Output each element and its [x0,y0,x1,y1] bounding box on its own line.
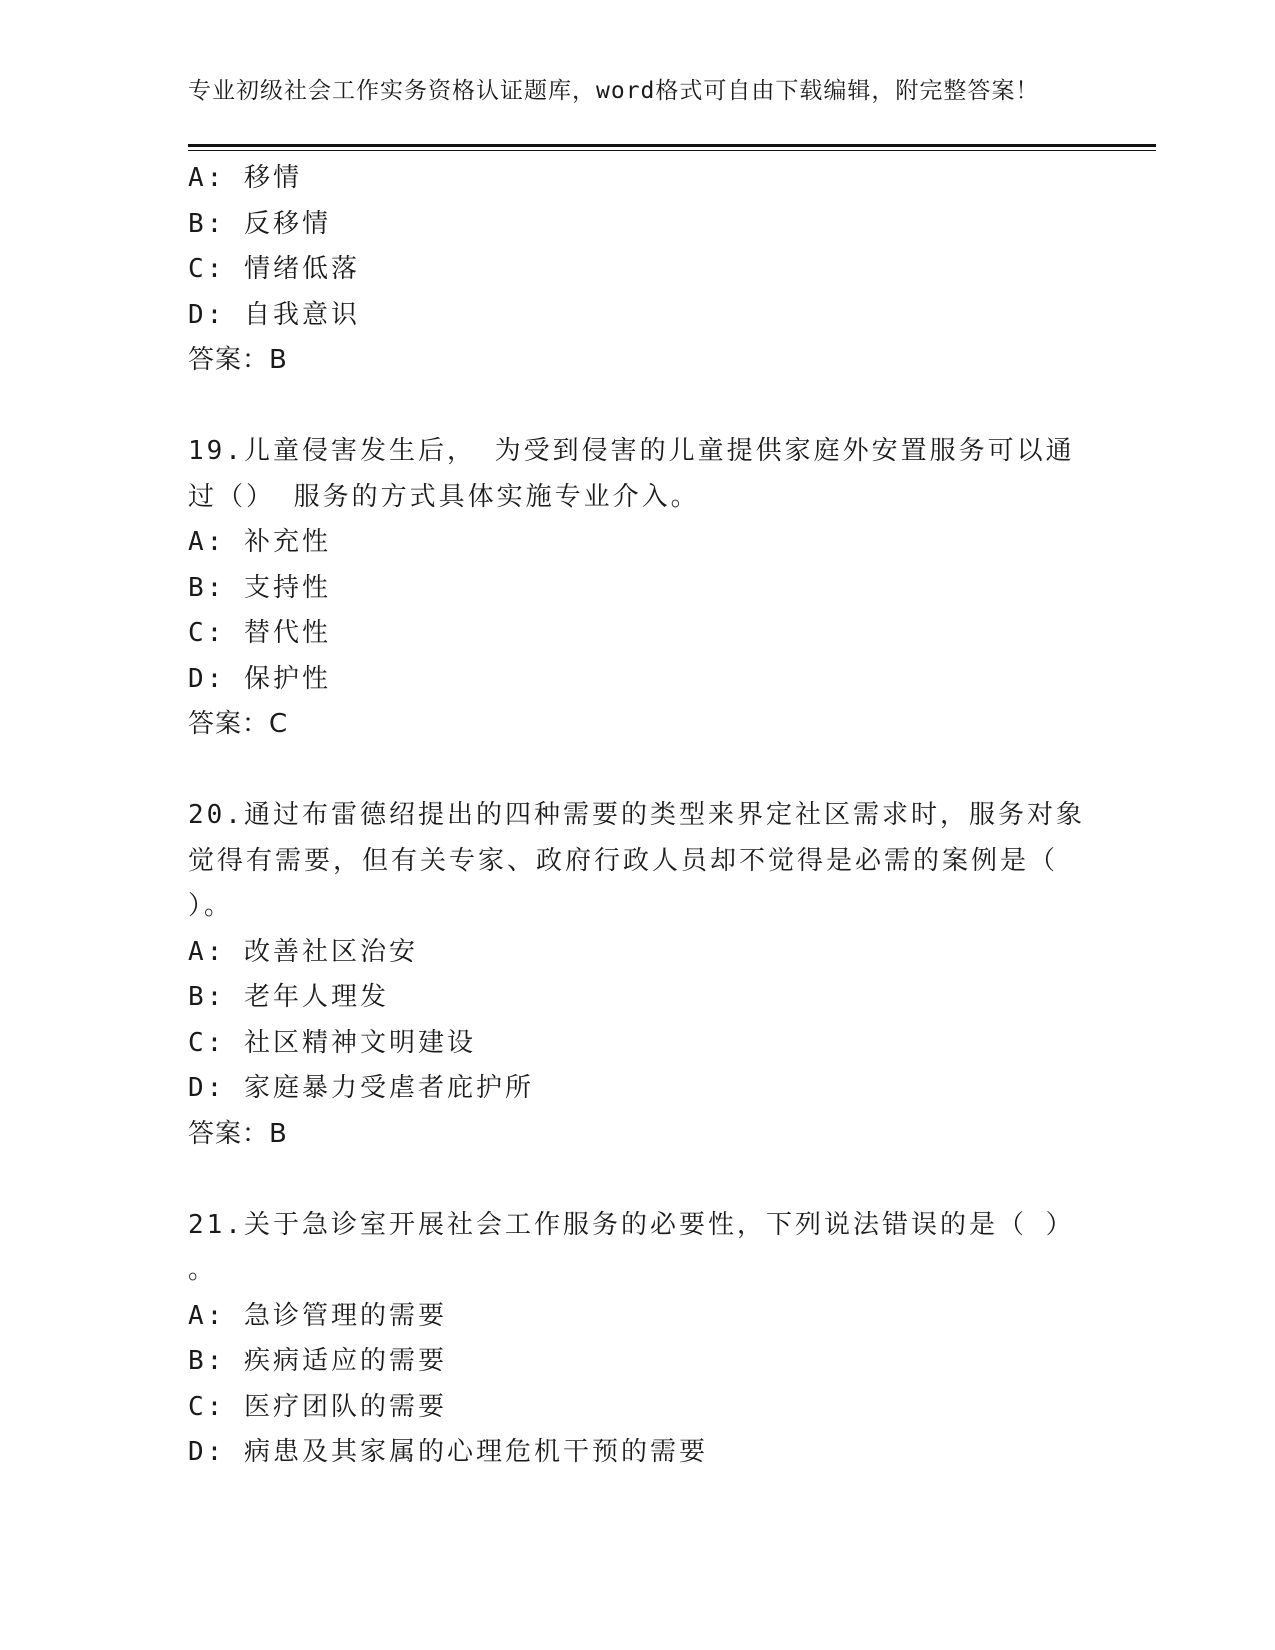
option-b: B: 反移情 [188,208,331,239]
question-text: 19.儿童侵害发生后， 为受到侵害的儿童提供家庭外安置服务可以通 [188,436,1075,466]
question-text: 21.关于急诊室开展社会工作服务的必要性，下列说法错误的是（ ） [188,1209,1075,1240]
option-b: B: 支持性 [188,572,331,603]
question-18 [188,156,1088,384]
option-c: C: 情绪低落 [188,254,360,284]
option-d: D: 保护性 [188,663,331,694]
question-text: 20.通过布雷德绍提出的四种需要的类型来界定社区需求时，服务对象 [188,800,1085,830]
question-20 [188,793,1088,1157]
answer: 答案：B [188,1118,288,1149]
question-text: 。 [188,1255,218,1285]
question-21 [188,1203,1088,1476]
answer: 答案：B [188,345,288,375]
page-header: 专业初级社会工作实务资格认证题库，word格式可自由下载编辑，附完整答案！ [188,78,1040,104]
option-a: A: 移情 [188,163,302,193]
option-d: D: 病患及其家属的心理危机干预的需要 [188,1437,708,1467]
option-a: A: 急诊管理的需要 [188,1300,447,1331]
option-c: C: 医疗团队的需要 [188,1391,447,1422]
question-text: 过（） 服务的方式具体实施专业介入。 [188,481,700,512]
answer: 答案：C [188,709,289,739]
option-a: A: 改善社区治安 [188,936,418,967]
question-text: ）。 [188,891,234,921]
header-rule-thin [188,150,1156,151]
option-b: B: 疾病适应的需要 [188,1346,447,1376]
option-a: A: 补充性 [188,527,331,557]
question-list [188,156,1088,1476]
option-c: C: 社区精神文明建设 [188,1027,476,1058]
spacer [188,1157,1088,1203]
option-d: D: 家庭暴力受虐者庇护所 [188,1073,534,1103]
question-19 [188,429,1088,748]
spacer [188,748,1088,794]
spacer [188,384,1088,430]
option-d: D: 自我意识 [188,299,360,330]
option-c: C: 替代性 [188,618,331,648]
header-rule-thick [188,144,1156,147]
option-b: B: 老年人理发 [188,982,389,1012]
question-text: 觉得有需要，但有关专家、政府行政人员却不觉得是必需的案例是（ [188,845,1059,876]
